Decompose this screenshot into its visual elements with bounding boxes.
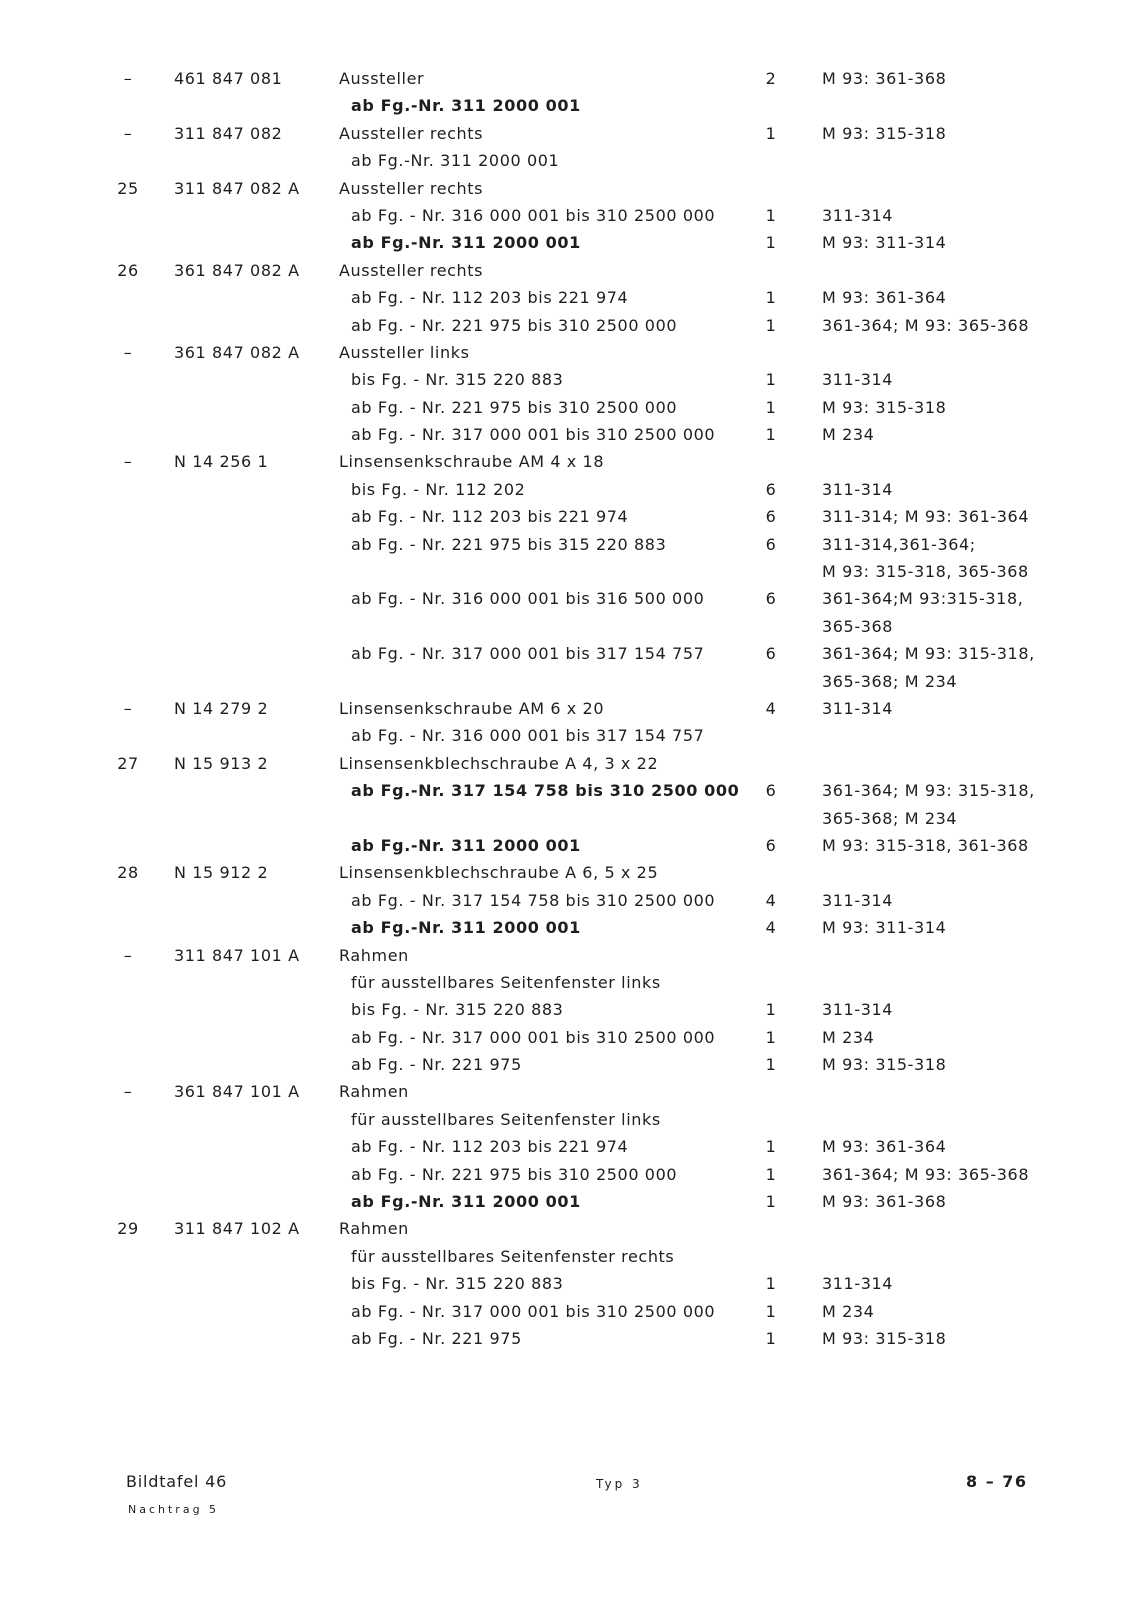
- table-row: [0, 1134, 1142, 1161]
- table-row: [0, 340, 1142, 367]
- part-number: 311 847 082: [174, 123, 283, 143]
- table-row: [0, 833, 1142, 860]
- type-label: Typ 3: [596, 1477, 643, 1491]
- part-description: ab Fg. - Nr. 316 000 001 bis 316 500 000: [351, 589, 705, 609]
- position-number: –: [123, 123, 133, 143]
- quantity: 1: [765, 123, 777, 143]
- position-number: –: [123, 69, 133, 88]
- part-description: ab Fg. - Nr. 112 203 bis 221 974: [351, 507, 629, 527]
- quantity: 6: [765, 781, 777, 801]
- table-row: [0, 395, 1142, 422]
- part-description: für ausstellbares Seitenfenster links: [351, 1109, 661, 1129]
- model-applicability: M 93: 315-318: [822, 123, 947, 143]
- supplement-label: Nachtrag 5: [128, 1503, 220, 1516]
- part-description: ab Fg. - Nr. 317 000 001 bis 310 2500 000: [351, 1301, 716, 1321]
- plate-label: Bildtafel 46: [126, 1472, 228, 1491]
- quantity: 1: [765, 1000, 777, 1020]
- part-description: ab Fg.-Nr. 317 154 758 bis 310 2500 000: [351, 781, 740, 801]
- part-number: N 15 913 2: [174, 753, 269, 773]
- model-applicability: 361-364; M 93: 315-318,: [822, 644, 1035, 664]
- quantity: 1: [765, 288, 777, 308]
- model-applicability: M 93: 361-368: [822, 1192, 947, 1212]
- table-row: [0, 1299, 1142, 1326]
- model-applicability: 361-364; M 93: 365-368: [822, 315, 1030, 335]
- quantity: 1: [765, 315, 777, 335]
- table-row: [0, 66, 1142, 93]
- table-row: [0, 176, 1142, 203]
- table-row: [0, 285, 1142, 312]
- position-number: –: [123, 342, 133, 362]
- part-description: Aussteller: [339, 69, 425, 88]
- quantity: 1: [765, 397, 777, 417]
- part-number: N 14 279 2: [174, 698, 269, 718]
- table-row: [0, 997, 1142, 1024]
- part-description: Aussteller rechts: [339, 260, 484, 280]
- part-description: ab Fg.-Nr. 311 2000 001: [351, 1192, 581, 1212]
- table-row: [0, 148, 1142, 175]
- model-applicability: M 93: 361-364: [822, 288, 947, 308]
- table-row: [0, 1189, 1142, 1216]
- model-applicability: M 234: [822, 1301, 875, 1321]
- model-applicability: M 93: 311-314: [822, 918, 947, 938]
- table-row: [0, 943, 1142, 970]
- part-description: Aussteller links: [339, 342, 470, 362]
- table-row: [0, 93, 1142, 120]
- quantity: 6: [765, 835, 777, 855]
- table-row: [0, 751, 1142, 778]
- position-number: 26: [117, 260, 139, 280]
- position-number: –: [123, 698, 133, 718]
- table-row: [0, 203, 1142, 230]
- part-description: Aussteller rechts: [339, 123, 484, 143]
- part-description: ab Fg. - Nr. 316 000 001 bis 317 154 757: [351, 726, 705, 746]
- part-description: ab Fg. - Nr. 221 975 bis 315 220 883: [351, 534, 667, 554]
- table-row: [0, 1244, 1142, 1271]
- table-row: [0, 258, 1142, 285]
- quantity: 1: [765, 1027, 777, 1047]
- model-applicability: 311-314,361-364;: [822, 534, 976, 554]
- table-row: [0, 121, 1142, 148]
- table-row: [0, 1271, 1142, 1298]
- table-row: [0, 915, 1142, 942]
- part-description: ab Fg. - Nr. 221 975 bis 310 2500 000: [351, 1164, 678, 1184]
- part-number: 361 847 101 A: [174, 1082, 300, 1102]
- model-applicability: M 93: 361-364: [822, 1137, 947, 1157]
- part-description: Linsensenkblechschraube A 4, 3 x 22: [339, 753, 659, 773]
- table-row: [0, 723, 1142, 750]
- part-description: Rahmen: [339, 945, 409, 965]
- part-description: bis Fg. - Nr. 315 220 883: [351, 1000, 564, 1020]
- part-description: ab Fg.-Nr. 311 2000 001: [351, 835, 581, 855]
- model-applicability: M 93: 361-368: [822, 69, 947, 88]
- table-row: [0, 586, 1142, 613]
- model-applicability: M 93: 315-318: [822, 1328, 947, 1348]
- table-row: [0, 696, 1142, 723]
- table-row: [0, 532, 1142, 559]
- table-row: [0, 230, 1142, 257]
- quantity: 1: [765, 1274, 777, 1294]
- table-row: [0, 641, 1142, 668]
- quantity: 1: [765, 1164, 777, 1184]
- table-row: [0, 860, 1142, 887]
- part-description: ab Fg. - Nr. 221 975 bis 310 2500 000: [351, 315, 678, 335]
- part-description: bis Fg. - Nr. 315 220 883: [351, 370, 564, 390]
- part-description: Rahmen: [339, 1082, 409, 1102]
- part-description: ab Fg. - Nr. 221 975: [351, 1328, 522, 1348]
- table-row: [0, 669, 1142, 696]
- quantity: 1: [765, 425, 777, 445]
- part-description: Rahmen: [339, 1219, 409, 1239]
- quantity: 6: [765, 589, 777, 609]
- part-description: bis Fg. - Nr. 112 202: [351, 479, 526, 499]
- quantity: 1: [765, 1055, 777, 1075]
- model-applicability: 311-314: [822, 370, 894, 390]
- table-row: [0, 449, 1142, 476]
- part-description: Aussteller rechts: [339, 178, 484, 198]
- part-description: für ausstellbares Seitenfenster links: [351, 972, 661, 992]
- table-row: [0, 422, 1142, 449]
- position-number: 28: [117, 863, 139, 883]
- part-number: 361 847 082 A: [174, 260, 300, 280]
- table-row: [0, 1326, 1142, 1353]
- table-row: [0, 888, 1142, 915]
- table-row: [0, 970, 1142, 997]
- part-description: ab Fg. - Nr. 316 000 001 bis 310 2500 000: [351, 205, 716, 225]
- quantity: 1: [765, 370, 777, 390]
- table-row: [0, 504, 1142, 531]
- parts-table: [0, 66, 1142, 1353]
- table-row: [0, 477, 1142, 504]
- part-number: 311 847 102 A: [174, 1219, 300, 1239]
- model-applicability: M 93: 311-314: [822, 233, 947, 253]
- position-number: –: [123, 452, 133, 472]
- model-applicability: 361-364; M 93: 315-318,: [822, 781, 1035, 801]
- model-applicability: 311-314: [822, 890, 894, 910]
- model-applicability: M 93: 315-318: [822, 1055, 947, 1075]
- part-description: ab Fg. - Nr. 112 203 bis 221 974: [351, 288, 629, 308]
- quantity: 2: [765, 69, 777, 88]
- part-description: ab Fg. - Nr. 317 000 001 bis 317 154 757: [351, 644, 705, 664]
- model-applicability: 361-364; M 93: 365-368: [822, 1164, 1030, 1184]
- part-number: 311 847 082 A: [174, 178, 300, 198]
- model-applicability: 311-314: [822, 1000, 894, 1020]
- part-description: ab Fg.-Nr. 311 2000 001: [351, 151, 560, 171]
- model-applicability: 365-368; M 234: [822, 808, 958, 828]
- part-description: ab Fg. - Nr. 221 975 bis 310 2500 000: [351, 397, 678, 417]
- part-number: 461 847 081: [174, 69, 283, 88]
- quantity: 6: [765, 534, 777, 554]
- table-row: [0, 614, 1142, 641]
- table-row: [0, 1052, 1142, 1079]
- quantity: 1: [765, 1328, 777, 1348]
- quantity: 1: [765, 1192, 777, 1212]
- position-number: –: [123, 945, 133, 965]
- part-description: bis Fg. - Nr. 315 220 883: [351, 1274, 564, 1294]
- model-applicability: 311-314; M 93: 361-364: [822, 507, 1030, 527]
- quantity: 6: [765, 644, 777, 664]
- part-description: ab Fg. - Nr. 112 203 bis 221 974: [351, 1137, 629, 1157]
- position-number: 27: [117, 753, 139, 773]
- model-applicability: M 93: 315-318: [822, 397, 947, 417]
- table-row: [0, 1079, 1142, 1106]
- part-description: ab Fg.-Nr. 311 2000 001: [351, 918, 581, 938]
- model-applicability: M 93: 315-318, 365-368: [822, 562, 1029, 582]
- model-applicability: M 93: 315-318, 361-368: [822, 835, 1029, 855]
- table-row: [0, 559, 1142, 586]
- position-number: 29: [117, 1219, 139, 1239]
- table-row: [0, 367, 1142, 394]
- model-applicability: 365-368; M 234: [822, 671, 958, 691]
- model-applicability: 311-314: [822, 698, 894, 718]
- model-applicability: 311-314: [822, 205, 894, 225]
- part-description: Linsensenkblechschraube A 6, 5 x 25: [339, 863, 659, 883]
- part-number: 361 847 082 A: [174, 342, 300, 362]
- table-row: [0, 806, 1142, 833]
- quantity: 6: [765, 479, 777, 499]
- part-description: Linsensenkschraube AM 6 x 20: [339, 698, 605, 718]
- quantity: 1: [765, 205, 777, 225]
- part-number: N 14 256 1: [174, 452, 269, 472]
- part-description: Linsensenkschraube AM 4 x 18: [339, 452, 605, 472]
- table-row: [0, 1216, 1142, 1243]
- model-applicability: 311-314: [822, 479, 894, 499]
- quantity: 6: [765, 507, 777, 527]
- part-description: ab Fg. - Nr. 317 000 001 bis 310 2500 000: [351, 1027, 716, 1047]
- quantity: 1: [765, 1137, 777, 1157]
- part-description: ab Fg.-Nr. 311 2000 001: [351, 233, 581, 253]
- part-description: ab Fg. - Nr. 221 975: [351, 1055, 522, 1075]
- position-number: 25: [117, 178, 139, 198]
- table-row: [0, 1107, 1142, 1134]
- page-number: 8 – 76: [966, 1472, 1028, 1491]
- part-description: ab Fg. - Nr. 317 154 758 bis 310 2500 000: [351, 890, 716, 910]
- model-applicability: M 234: [822, 1027, 875, 1047]
- model-applicability: 365-368: [822, 616, 894, 636]
- quantity: 4: [765, 890, 777, 910]
- part-number: 311 847 101 A: [174, 945, 300, 965]
- quantity: 1: [765, 233, 777, 253]
- model-applicability: 361-364;M 93:315-318,: [822, 589, 1024, 609]
- model-applicability: 311-314: [822, 1274, 894, 1294]
- quantity: 4: [765, 698, 777, 718]
- part-number: N 15 912 2: [174, 863, 269, 883]
- model-applicability: M 234: [822, 425, 875, 445]
- part-description: ab Fg.-Nr. 311 2000 001: [351, 96, 581, 116]
- table-row: [0, 313, 1142, 340]
- quantity: 1: [765, 1301, 777, 1321]
- table-row: [0, 1162, 1142, 1189]
- part-description: ab Fg. - Nr. 317 000 001 bis 310 2500 000: [351, 425, 716, 445]
- table-row: [0, 778, 1142, 805]
- part-description: für ausstellbares Seitenfenster rechts: [351, 1246, 675, 1266]
- position-number: –: [123, 1082, 133, 1102]
- table-row: [0, 1025, 1142, 1052]
- quantity: 4: [765, 918, 777, 938]
